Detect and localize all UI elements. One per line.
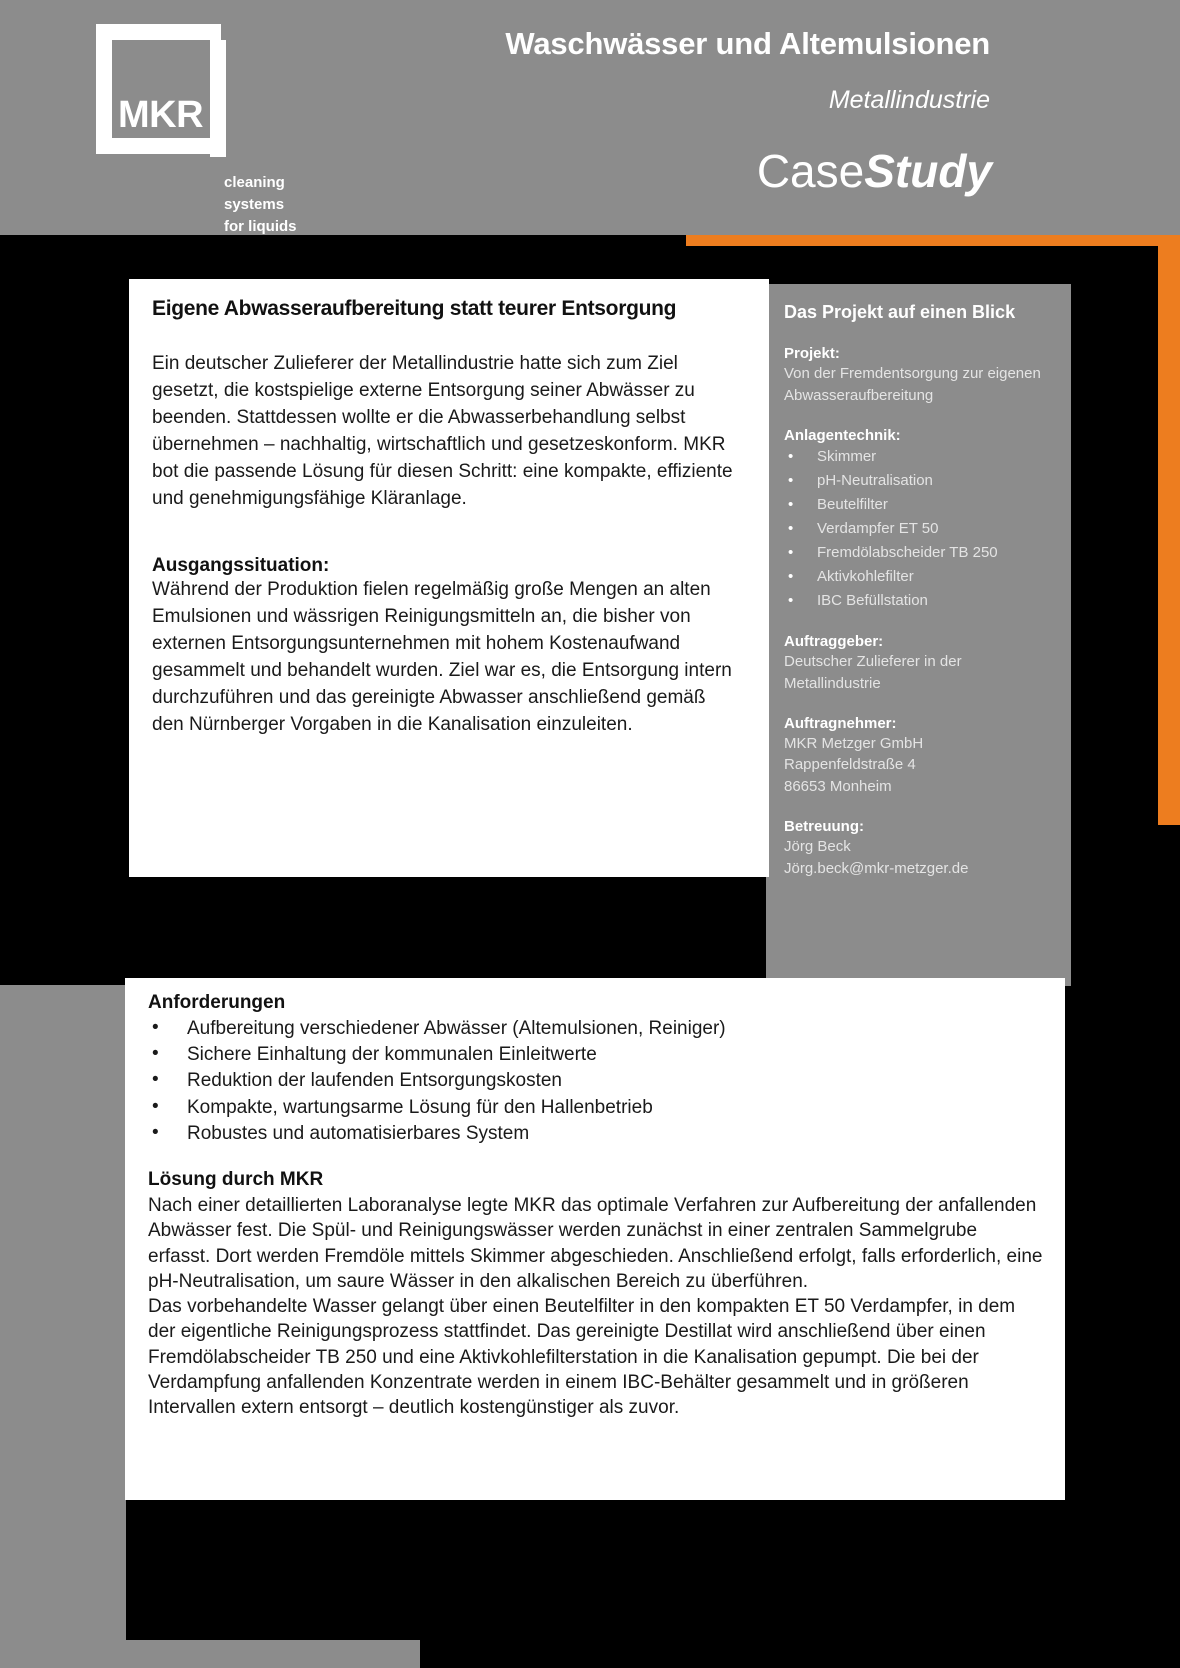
main-content-card <box>129 279 769 877</box>
list-item: • Skimmer <box>784 445 1057 469</box>
logo-tagline-line-1: cleaning <box>224 174 285 191</box>
logo-tagline <box>224 172 297 237</box>
loesung-paragraph-2: Das vorbehandelte Wasser gelangt über einen Beutelfilter in den kompakten ET 50 Verdampfer, in dem der eigentliche Reinigungsprozess stattfindet. Das gereinigte Destillat wird anschließend über einen Fremdölabscheider TB 250 und eine Aktivkohlefilterstation in die Kanalisation gepumpt. Die bei der Verdampfung anfallenden Konzentrate werden in einem IBC-Behälter gesammelt und in größeren Intervallen extern entsorgt – deutlich kostengünstiger als zuvor. <box>148 1296 1016 1419</box>
anforderungen-list <box>148 1016 1043 1147</box>
sidebar-auftragnehmer-line-2: Rappenfeldstraße 4 <box>784 756 916 774</box>
case-study-wordmark <box>756 145 992 197</box>
project-summary-sidebar <box>766 284 1071 986</box>
intro-paragraph: Ein deutscher Zulieferer der Metallindustrie hatte sich zum Ziel gesetzt, die kostspielige externe Entsorgung seiner Abwässer zu beenden. Stattdessen wollte er die Abwasserbehandlung selbst übernehmen – nachhaltig, wirtschaftlich und gesetzeskonform. MKR bot die passende Lösung für diesen Schritt: eine kompakte, effiziente und genehmigungsfähige Kläranlage. <box>152 353 733 509</box>
sidebar-projekt-label: Projekt: <box>784 345 840 362</box>
sidebar-auftragnehmer-line-1: MKR Metzger GmbH <box>784 734 924 752</box>
accent-bar-horizontal <box>686 235 1178 246</box>
header-subtitle: Metallindustrie <box>828 86 990 114</box>
sidebar-betreuung-email[interactable]: Jörg.beck@mkr-metzger.de <box>784 860 969 878</box>
logo-tagline-line-3: for liquids <box>224 217 297 235</box>
case-study-bold: Study <box>864 145 992 197</box>
mkr-logo <box>96 24 336 235</box>
bottom-grey-strip <box>0 1640 420 1668</box>
sidebar-auftragnehmer-label: Auftragnehmer: <box>784 714 897 732</box>
sidebar-title: Das Projekt auf einen Blick <box>784 302 1016 322</box>
header-title: Waschwässer und Altemulsionen <box>505 26 990 61</box>
sidebar-anlagentechnik-list <box>784 445 1057 613</box>
list-item: • Aufbereitung verschiedener Abwässer (Altemulsionen, Reiniger) <box>148 1016 1043 1042</box>
list-item: • Verdampfer ET 50 <box>784 517 1057 541</box>
list-item: • pH-Neutralisation <box>784 469 1057 493</box>
list-item: • Fremdölabscheider TB 250 <box>784 541 1057 565</box>
logo-tagline-line-2: systems <box>224 195 285 213</box>
accent-bar-vertical <box>1158 235 1180 825</box>
sidebar-betreuung-label: Betreuung: <box>784 818 864 836</box>
sidebar-auftragnehmer-line-3: 86653 Monheim <box>784 778 892 796</box>
page-header <box>0 0 1180 235</box>
loesung-label: Lösung durch MKR <box>148 1169 324 1191</box>
sidebar-auftraggeber-text: Deutscher Zulieferer in der Metallindustrie <box>784 652 962 692</box>
logo-wordmark: MKR <box>118 94 204 136</box>
list-item: • Reduktion der laufenden Entsorgungskosten <box>148 1068 1043 1094</box>
list-item: • Aktivkohlefilter <box>784 565 1057 589</box>
sidebar-anlagentechnik-label: Anlagentechnik: <box>784 426 901 444</box>
list-item: • Robustes und automatisierbares System <box>148 1121 1043 1147</box>
ausgangssituation-label: Ausgangssituation: <box>152 554 330 576</box>
list-item: • Kompakte, wartungsarme Lösung für den Hallenbetrieb <box>148 1095 1043 1121</box>
ausgangssituation-paragraph: Während der Produktion fielen regelmäßig große Mengen an alten Emulsionen und wässrigen Reinigungsmitteln an, die bisher von externen Entsorgungsunternehmen mit hohem Kostenaufwand gesammelt und behandelt wurden. Ziel war es, die Entsorgung intern durchzuführen und das gereinigte Abwasser anschließend gemäß den Nürnberger Vorgaben in die Kanalisation einzuleiten. <box>152 578 732 735</box>
anforderungen-label: Anforderungen <box>148 992 286 1013</box>
sidebar-auftraggeber-label: Auftraggeber: <box>784 632 884 650</box>
sidebar-projekt-text: Von der Fremdentsorgung zur eigenen Abwasseraufbereitung <box>784 365 1041 404</box>
left-grey-strip <box>0 985 126 1640</box>
list-item: • Beutelfilter <box>784 493 1057 517</box>
list-item: • IBC Befüllstation <box>784 589 1057 613</box>
page-title: Eigene Abwasseraufbereitung statt teurer Entsorgung <box>152 297 677 320</box>
loesung-paragraph-1: Nach einer detaillierten Laboranalyse legte MKR das optimale Verfahren zur Aufbereitung der anfallenden Abwässer fest. Die Spül- und Reinigungswässer werden zunächst in einer zentralen Sammelgrube erfasst. Dort werden Fremdöle mittels Skimmer abgeschieden. Anschließend erfolgt, falls erforderlich, eine pH-Neutralisation, um saure Wässer in den alkalischen Bereich zu überführen. <box>148 1195 1043 1292</box>
requirements-solution-card <box>125 978 1065 1500</box>
sidebar-betreuung-name: Jörg Beck <box>784 838 851 856</box>
case-study-light: Case <box>756 145 865 197</box>
list-item: • Sichere Einhaltung der kommunalen Einleitwerte <box>148 1042 1043 1068</box>
